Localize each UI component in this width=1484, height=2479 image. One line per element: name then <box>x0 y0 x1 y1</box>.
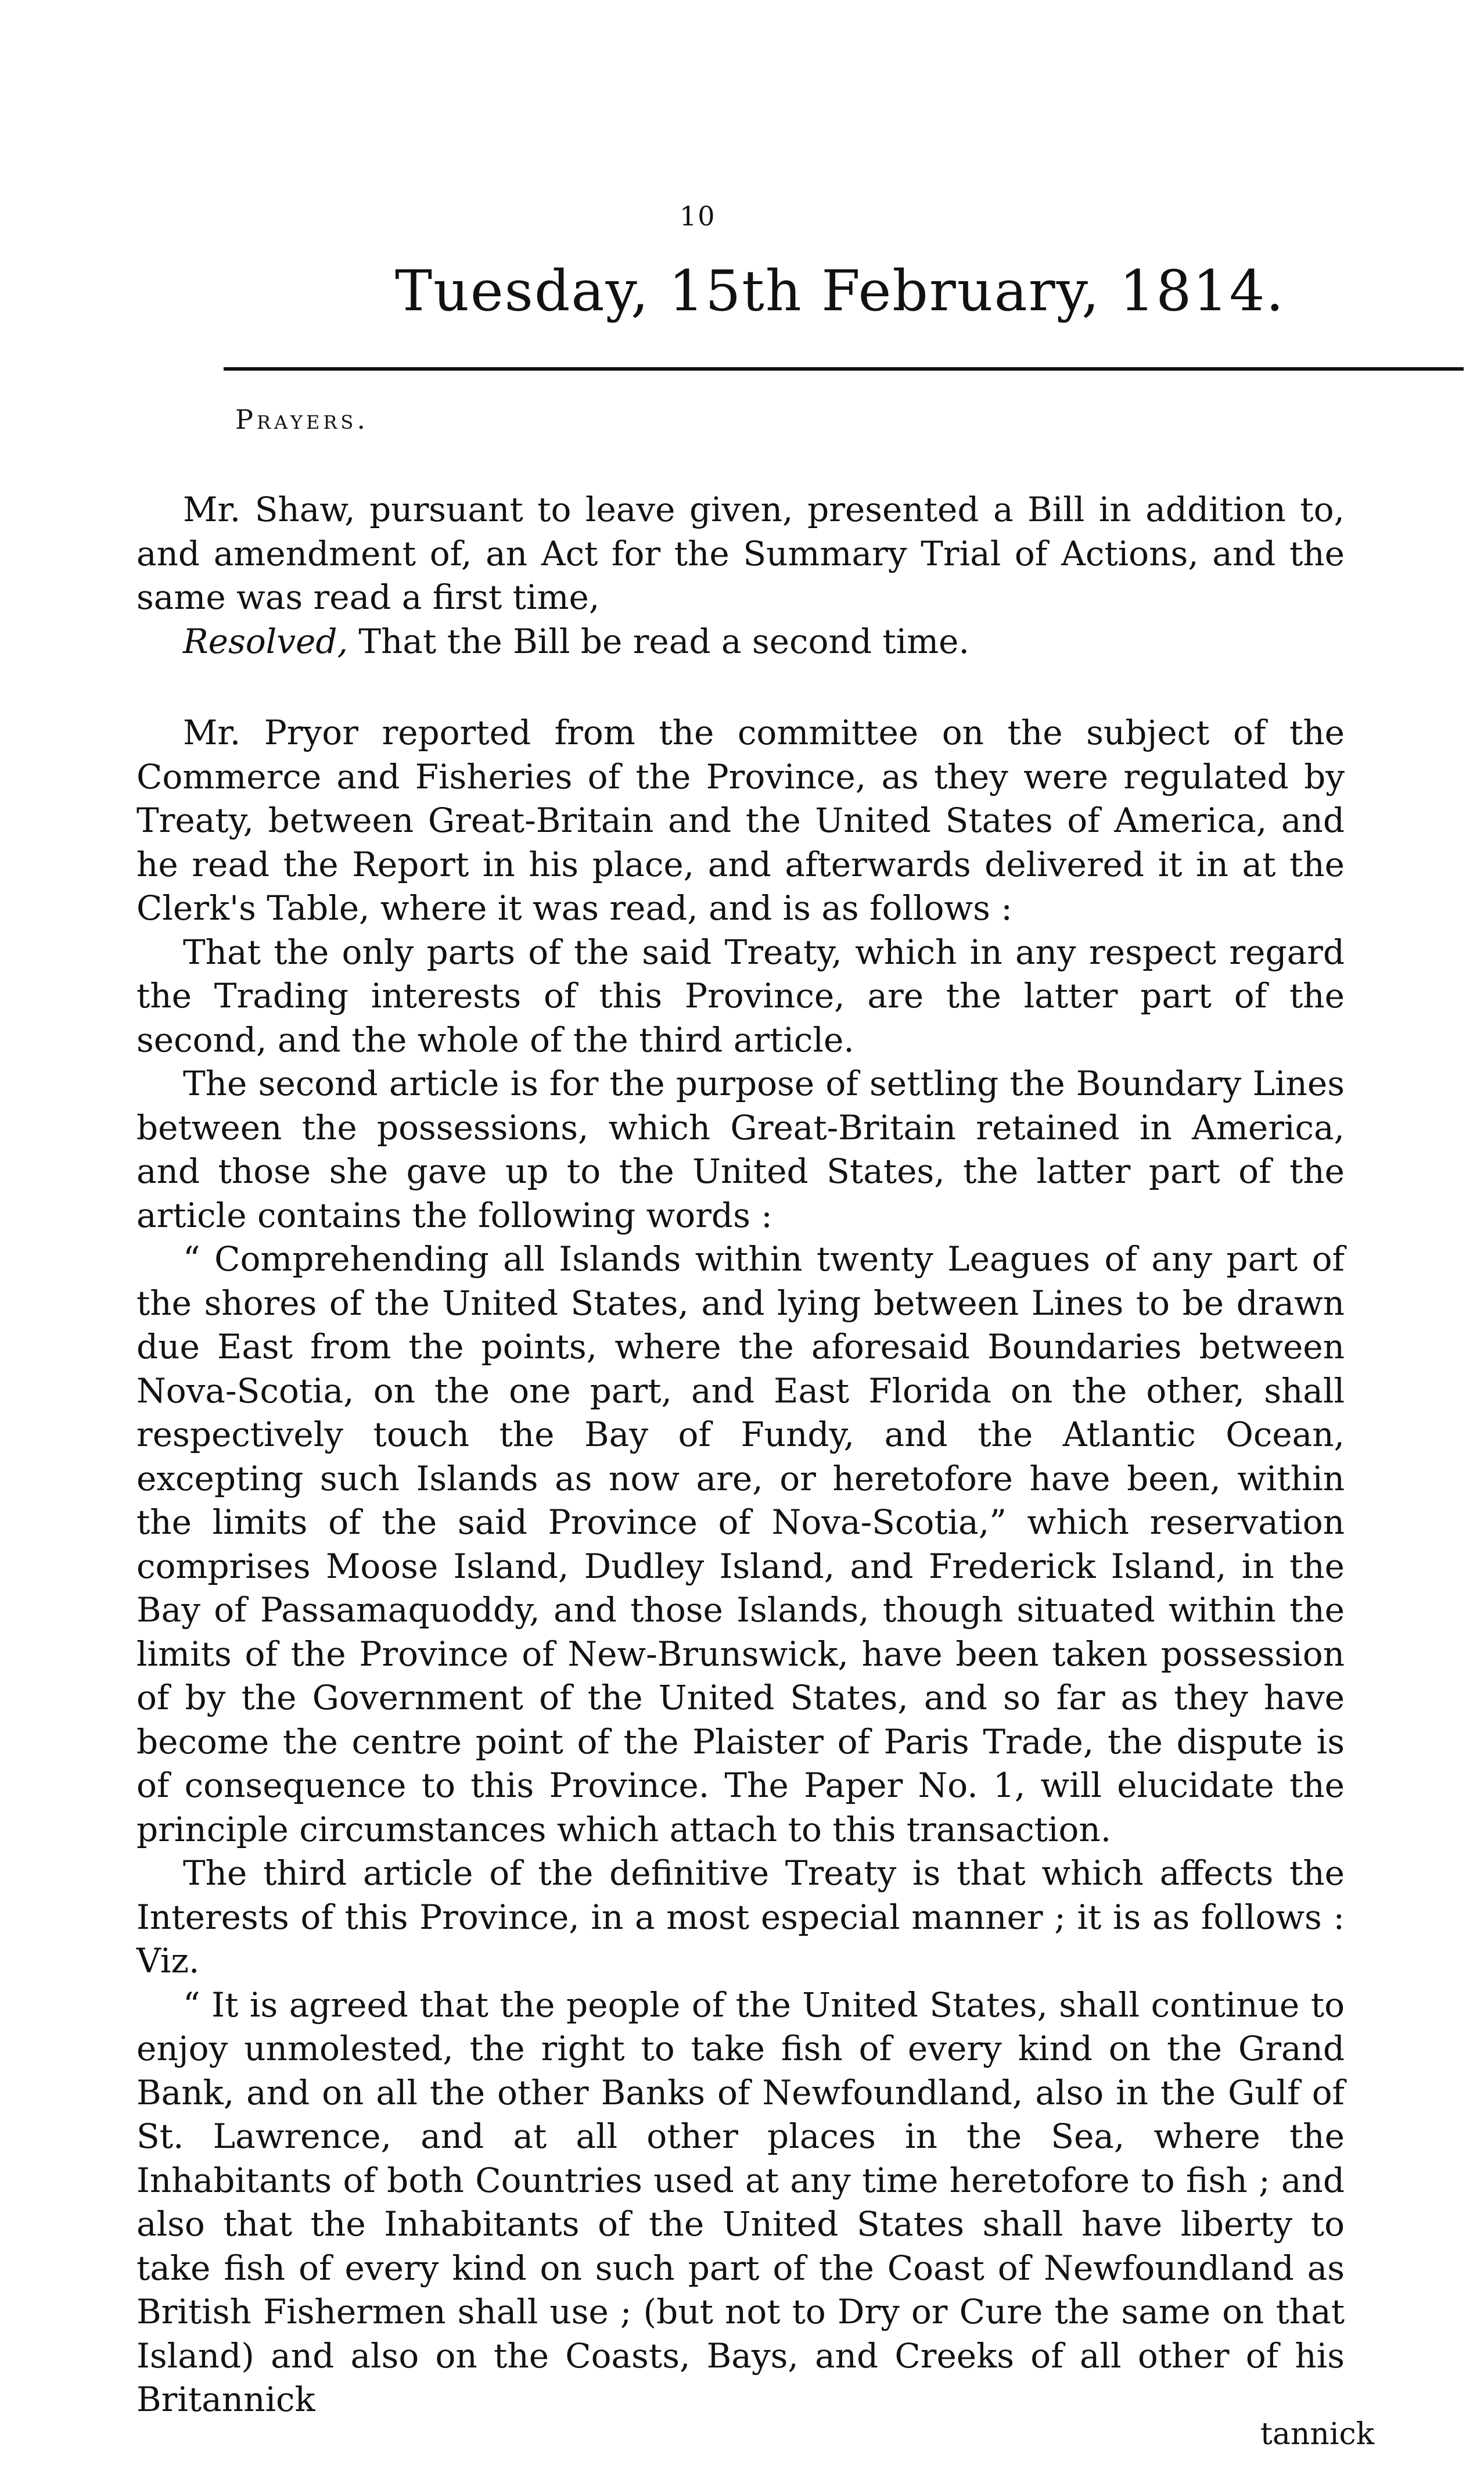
heading-rule <box>224 367 1464 371</box>
paragraph-third-article: The third article of the definitive Treaty is that which affects the Interests of this Province, in a most especial manner ; it is as follows : Viz. <box>136 1853 1345 1981</box>
paragraph-fishing-quote: “ It is agreed that the people of the United States, shall continue to enjoy unmolested, the right to take fish of every kind on the Grand Bank, and on all the other Banks of Newfoundland, also in the Gulf of St. Lawrence, and at all other places in the Sea, where the Inhabitants of both Countries used at any time heretofore to fish ; and also that the Inhabitants of the United States shall have liberty to take fish of every kind on such part of the Coast of Newfoundland as British Fishermen shall use ; (but not to Dry or Cure the same on that Island) and also on the Coasts, Bays, and Creeks of all other of his Britannick <box>136 1985 1345 2419</box>
prayers-heading: Prayers. <box>235 404 369 435</box>
resolved-label: Resolved, <box>183 621 348 661</box>
body-text <box>136 488 1345 2422</box>
paragraph-second-article: The second article is for the purpose of settling the Boundary Lines between the possessions, which Great-Britain retained in America, and those she gave up to the United States, the latter part of the article contains the following words : <box>136 1064 1345 1235</box>
catchword: tannick <box>1260 2417 1375 2452</box>
paragraph-pryor-report: Mr. Pryor reported from the committee on the subject of the Commerce and Fisheries of the Province, as they were regulated by Treaty, between Great-Britain and the United States of America, and he read the Report in his place, and afterwards delivered it in at the Clerk's Table, where it was read, and is as follows : <box>136 713 1345 928</box>
date-heading: Tuesday, 15th February, 1814. <box>395 259 1285 324</box>
resolved-line <box>136 620 1345 664</box>
paragraph-treaty-parts: That the only parts of the said Treaty, which in any respect regard the Trading interests of this Province, are the latter part of the second, and the whole of the third article. <box>136 932 1345 1060</box>
paragraph-islands-quote: “ Comprehending all Islands within twenty Leagues of any part of the shores of the United States, and lying between Lines to be drawn due East from the points, where the aforesaid Boundaries between Nova-Scotia, on the one part, and East Florida on the other, shall respectively touch the Bay of Fundy, and the Atlantic Ocean, excepting such Islands as now are, or heretofore have been, within the limits of the said Province of Nova-Scotia,” which reservation comprises Moose Island, Dudley Island, and Frederick Island, in the Bay of Passamaquoddy, and those Islands, though situated within the limits of the Province of New-Brunswick, have been taken possession of by the Government of the United States, and so far as they have become the centre point of the Plaister of Paris Trade, the dispute is of consequence to this Province. The Paper No. 1, will elucidate the principle circumstances which attach to this transaction. <box>136 1239 1345 1849</box>
page-number: 10 <box>680 200 716 232</box>
resolved-text: That the Bill be read a second time. <box>347 621 969 661</box>
paragraph-shaw-bill: Mr. Shaw, pursuant to leave given, presented a Bill in addition to, and amendment of, an Act for the Summary Trial of Actions, and the same was read a first time, <box>136 490 1345 617</box>
